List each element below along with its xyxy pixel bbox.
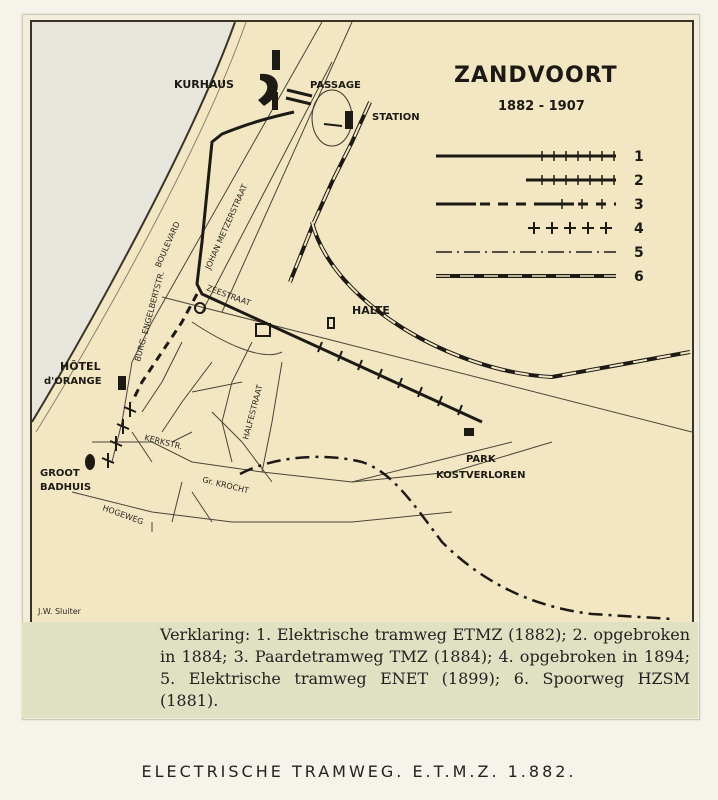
label-badhuis-1: GROOT <box>40 468 80 479</box>
legend-number-4: 4 <box>634 221 644 237</box>
passage-marks <box>286 90 312 104</box>
label-park-2: KOSTVERLOREN <box>436 470 526 481</box>
kurhaus-building <box>258 50 280 110</box>
label-halte: HALTE <box>352 304 390 317</box>
map-drawing <box>32 22 692 622</box>
bottom-title: ELECTRISCHE TRAMWEG. E.T.M.Z. 1.882. <box>141 762 577 781</box>
legend-line-4 <box>528 222 612 234</box>
label-hotel-2: d'ORANGE <box>44 376 102 387</box>
street-krocht: Gr. KROCHT <box>201 475 250 496</box>
map-signature: J.W. Sluiter <box>38 607 81 616</box>
legend <box>436 149 644 285</box>
street-kerkstr: KERKSTR. <box>143 433 184 452</box>
railway-line <box>290 102 690 377</box>
label-badhuis-2: BADHUIS <box>40 482 92 493</box>
tramline-1 <box>197 112 482 422</box>
street-hogeweg: HOGEWEG <box>101 503 145 527</box>
map-title: ZANDVOORT <box>454 63 618 88</box>
label-hotel-1: HÔTEL <box>60 360 101 373</box>
street-zeestraat: ZEESTRAAT <box>205 283 252 308</box>
hotel-orange-building <box>118 376 126 390</box>
map <box>30 20 694 624</box>
street-burg-engelbertstr: BURG. ENGELBERTSTR. <box>133 270 167 363</box>
zeestraat-marks <box>195 303 334 336</box>
legend-number-3: 3 <box>634 197 644 213</box>
legend-number-5: 5 <box>634 245 644 261</box>
label-park-1: PARK <box>466 454 496 465</box>
legend-line-2 <box>526 175 616 185</box>
legend-number-1: 1 <box>634 149 644 165</box>
street-halfestraat: HALFESTRAAT <box>241 383 265 441</box>
label-passage: PASSAGE <box>310 80 361 91</box>
legend-number-6: 6 <box>634 269 644 285</box>
tram-terminus <box>464 428 474 436</box>
legend-line-3 <box>436 199 616 209</box>
tramline-5 <box>240 457 672 619</box>
label-station: STATION <box>372 112 420 123</box>
map-caption: Verklaring: 1. Elektrische tramweg ETMZ (1882); 2. opgebroken in 1884; 3. Paardetramweg TMZ (1884); 4. opgebroken in 1894; 5. Elektrische tramweg ENET (1899); 6. Spoorweg HZSM (1881). <box>160 625 690 710</box>
map-years: 1882 - 1907 <box>498 99 585 114</box>
groot-badhuis-building <box>85 454 95 470</box>
street-boulevard: BOULEVARD <box>153 220 182 269</box>
station-marks <box>324 112 352 128</box>
street-johan-metzerstraat: JOHAN METZERSTRAAT <box>203 182 250 271</box>
legend-number-2: 2 <box>634 173 644 189</box>
label-kurhaus: KURHAUS <box>174 78 234 91</box>
legend-line-1 <box>436 151 616 161</box>
